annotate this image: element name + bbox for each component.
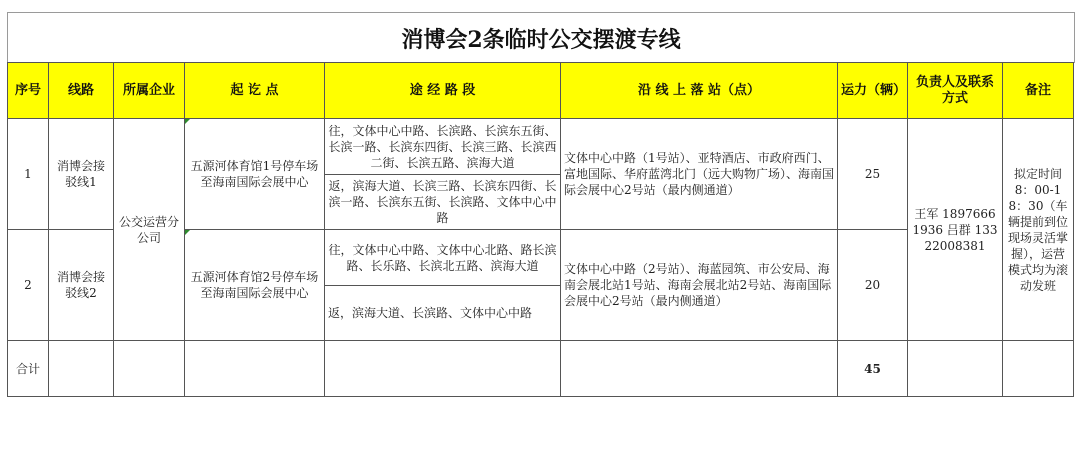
cell-empty (1003, 341, 1074, 397)
page-title: 消博会2条临时公交摆渡专线 (7, 12, 1075, 63)
header-route: 途 经 路 段 (325, 63, 561, 119)
cell-endpoints: 五源河体育馆2号停车场至海南国际会展中心 (185, 230, 325, 341)
cell-seq: 1 (8, 119, 49, 230)
shuttle-table (7, 62, 1074, 397)
header-company: 所属企业 (114, 63, 185, 119)
cell-total-capacity: 45 (838, 341, 908, 397)
header-remarks: 备注 (1003, 63, 1074, 119)
cell-remarks: 拟定时间 8：00-18：30（车辆提前到位现场灵活掌握），运营模式均为滚动发班 (1003, 119, 1074, 341)
table-row (8, 119, 1074, 175)
cell-route-out: 往，文体中心中路、长滨路、长滨东五街、长滨一路、长滨东四街、长滨三路、长滨西二街、长滨五路、滨海大道 (325, 119, 561, 175)
cell-line: 消博会接驳线2 (49, 230, 114, 341)
cell-total-label: 合计 (8, 341, 49, 397)
cell-capacity: 20 (838, 230, 908, 341)
cell-contact: 王军 18976661936 吕群 13322008381 (908, 119, 1003, 341)
cell-empty (49, 341, 114, 397)
cell-empty (325, 341, 561, 397)
cell-route-out: 往，文体中心中路、文体中心北路、路长滨路、长乐路、长滨北五路、滨海大道 (325, 230, 561, 286)
header-capacity: 运力（辆） (838, 63, 908, 119)
cell-route-back: 返，滨海大道、长滨三路、长滨东四街、长滨一路、长滨东五街、长滨路、文体中心中路 (325, 175, 561, 230)
cell-stops: 文体中心中路（1号站）、亚特酒店、市政府西门、富地国际、华府蓝湾北门（远大购物广场）、海南国际会展中心2号站（最内侧通道） (561, 119, 838, 230)
header-stops: 沿 线 上 落 站（点） (561, 63, 838, 119)
header-contact: 负责人及联系方式 (908, 63, 1003, 119)
cell-empty (114, 341, 185, 397)
header-row (8, 63, 1074, 119)
cell-endpoints: 五源河体育馆1号停车场至海南国际会展中心 (185, 119, 325, 230)
header-seq: 序号 (8, 63, 49, 119)
cell-empty (908, 341, 1003, 397)
cell-empty (185, 341, 325, 397)
header-line: 线路 (49, 63, 114, 119)
cell-capacity: 25 (838, 119, 908, 230)
cell-route-back: 返，滨海大道、长滨路、文体中心中路 (325, 286, 561, 341)
cell-line: 消博会接驳线1 (49, 119, 114, 230)
header-endpoints: 起 讫 点 (185, 63, 325, 119)
cell-seq: 2 (8, 230, 49, 341)
total-row (8, 341, 1074, 397)
cell-stops: 文体中心中路（2号站）、海蓝园筑、市公安局、海南会展北站1号站、海南会展北站2号站、海南国际会展中心2号站（最内侧通道） (561, 230, 838, 341)
cell-company: 公交运营分公司 (114, 119, 185, 341)
cell-empty (561, 341, 838, 397)
